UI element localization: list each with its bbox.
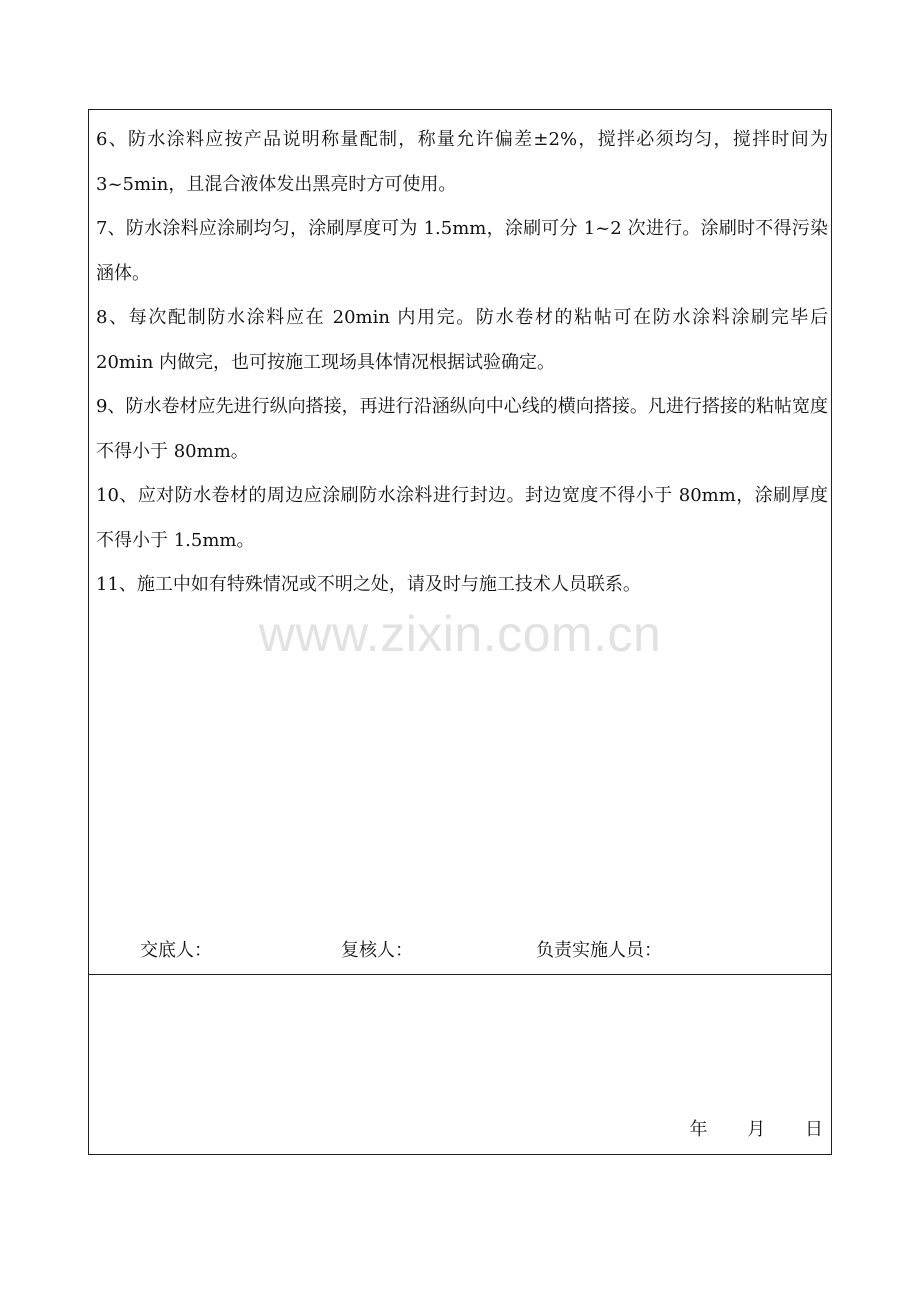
clause-list <box>96 118 828 608</box>
clause-11: 11、施工中如有特殊情况或不明之处，请及时与施工技术人员联系。 <box>96 574 641 595</box>
clause-6: 6、防水涂料应按产品说明称量配制，称量允许偏差±2%，搅拌必须均匀，搅拌时间为 3~5min，且混合液体发出黑亮时方可使用。 <box>96 129 828 195</box>
reviewer-label: 复核人： <box>341 940 413 961</box>
handover-person-label: 交底人： <box>140 940 212 961</box>
date-year-label: 年 <box>689 1119 708 1140</box>
clause-9: 9、防水卷材应先进行纵向搭接，再进行沿涵纵向中心线的横向搭接。凡进行搭接的粘帖宽度不得小于 80mm。 <box>96 396 828 462</box>
date-section <box>89 975 831 1155</box>
disclosure-form <box>88 109 832 1155</box>
content-section <box>89 110 831 975</box>
implementer-label: 负责实施人员： <box>536 940 662 961</box>
clause-10: 10、应对防水卷材的周边应涂刷防水涂料进行封边。封边宽度不得小于 80mm，涂刷厚度不得小于 1.5mm。 <box>96 485 828 551</box>
date-month-label: 月 <box>747 1119 766 1140</box>
clause-7: 7、防水涂料应涂刷均匀，涂刷厚度可为 1.5mm，涂刷可分 1~2 次进行。涂刷时不得污染涵体。 <box>96 218 828 284</box>
date-day-label: 日 <box>805 1119 823 1140</box>
signature-row <box>89 936 831 966</box>
clause-8: 8、每次配制防水涂料应在 20min 内用完。防水卷材的粘帖可在防水涂料涂刷完毕后 20min 内做完，也可按施工现场具体情况根据试验确定。 <box>96 307 828 373</box>
date-row <box>690 1118 823 1142</box>
watermark: www.zixin.com.cn <box>258 606 662 662</box>
